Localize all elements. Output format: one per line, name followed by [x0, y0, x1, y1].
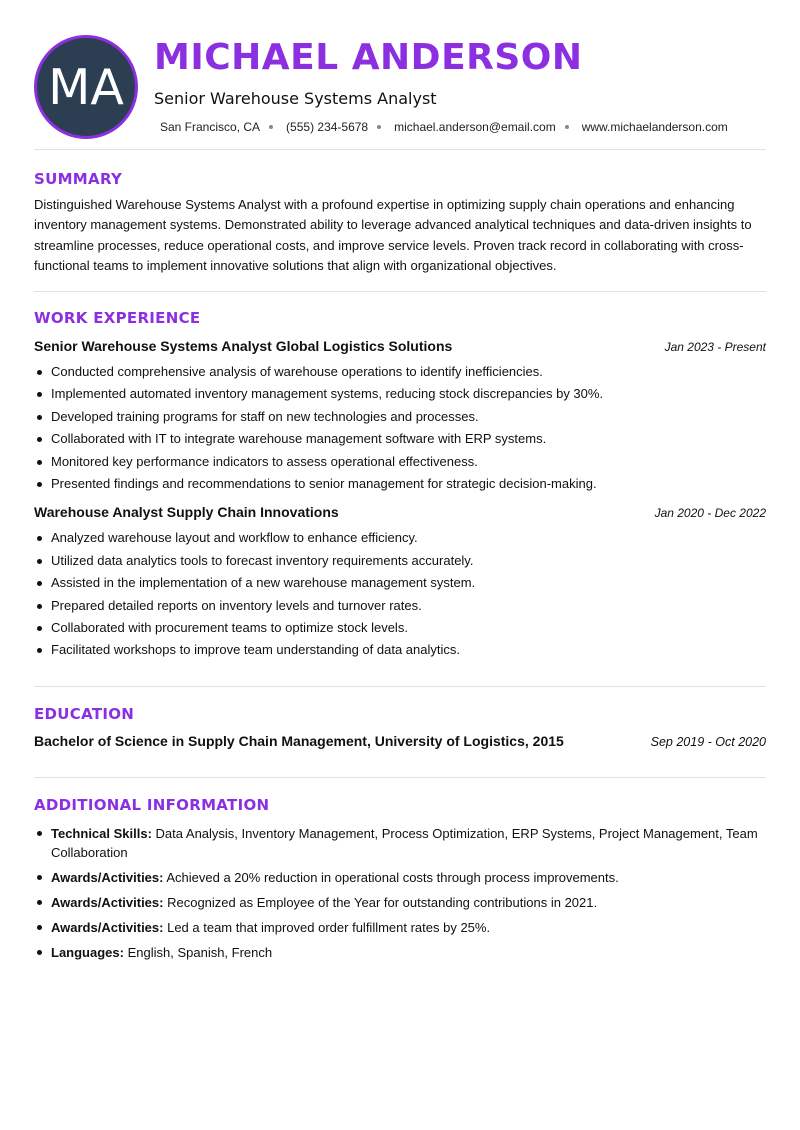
candidate-title: Senior Warehouse Systems Analyst — [154, 89, 437, 108]
job-header — [34, 338, 766, 354]
section-heading-summary: SUMMARY — [34, 170, 123, 188]
job-header — [34, 504, 766, 520]
job-title: Warehouse Analyst Supply Chain Innovations — [34, 504, 339, 521]
job-date: Jan 2023 - Present — [664, 340, 766, 354]
summary-text: Distinguished Warehouse Systems Analyst with a profound expertise in optimizing supply chain operations and enhancing inventory management systems. Demonstrated ability to leverage advanced analytical techniques and data-driven insights to streamline processes, reduce operational costs, and improve service levels. Proven track record in collaborating with cross-functional teams to implement innovative solutions that align with organizational objectives. — [34, 197, 752, 273]
job-bullets — [34, 361, 766, 495]
list-item: Facilitated workshops to improve team understanding of data analytics. — [34, 639, 766, 661]
contact-location: San Francisco, CA — [160, 120, 261, 134]
list-item: Implemented automated inventory management systems, reducing stock discrepancies by 30%. — [34, 383, 766, 405]
separator-dot-icon — [269, 125, 273, 129]
list-item — [34, 824, 766, 862]
item-label: Awards/Activities: — [51, 895, 164, 910]
item-label: Languages: — [51, 945, 124, 960]
contact-line — [160, 120, 728, 134]
item-text: Recognized as Employee of the Year for outstanding contributions in 2021. — [167, 895, 598, 910]
item-label: Awards/Activities: — [51, 870, 164, 885]
item-label: Awards/Activities: — [51, 920, 164, 935]
list-item — [34, 918, 766, 937]
job-entry — [34, 504, 766, 661]
list-item — [34, 868, 766, 887]
contact-phone: (555) 234-5678 — [286, 120, 369, 134]
list-item: Prepared detailed reports on inventory levels and turnover rates. — [34, 595, 766, 617]
job-title: Senior Warehouse Systems Analyst Global Logistics Solutions — [34, 338, 453, 354]
list-item: Collaborated with IT to integrate warehouse management software with ERP systems. — [34, 428, 766, 450]
job-entry — [34, 338, 766, 495]
resume-header — [34, 0, 766, 150]
list-item: Analyzed warehouse layout and workflow to enhance efficiency. — [34, 527, 766, 549]
item-label: Technical Skills: — [51, 826, 152, 841]
degree: Bachelor of Science in Supply Chain Management, University of Logistics, 2015 — [34, 733, 564, 749]
job-date: Jan 2020 - Dec 2022 — [654, 506, 766, 521]
contact-email[interactable]: michael.anderson@email.com — [394, 120, 556, 134]
list-item — [34, 943, 766, 962]
additional-information-section — [34, 778, 766, 962]
section-heading-work-experience: WORK EXPERIENCE — [34, 309, 201, 327]
list-item — [34, 893, 766, 912]
separator-dot-icon — [377, 125, 381, 129]
separator-dot-icon — [565, 125, 569, 129]
list-item: Monitored key performance indicators to assess operational effectiveness. — [34, 451, 766, 473]
list-item: Collaborated with procurement teams to optimize stock levels. — [34, 617, 766, 639]
education-date: Sep 2019 - Oct 2020 — [650, 735, 766, 749]
summary-section — [34, 150, 766, 292]
candidate-name: MICHAEL ANDERSON — [154, 37, 583, 78]
item-text: Data Analysis, Inventory Management, Process Optimization, ERP Systems, Project Management, Team Collaboration — [51, 826, 758, 860]
avatar: MA — [34, 35, 138, 139]
list-item: Utilized data analytics tools to forecast inventory requirements accurately. — [34, 550, 766, 572]
item-text: Achieved a 20% reduction in operational costs through process improvements. — [166, 870, 619, 885]
contact-website[interactable]: www.michaelanderson.com — [581, 120, 728, 134]
work-experience-section — [34, 292, 766, 687]
job-bullets — [34, 527, 766, 661]
education-section — [34, 687, 766, 778]
item-text: Led a team that improved order fulfillment rates by 25%. — [167, 920, 491, 935]
list-item: Developed training programs for staff on new technologies and processes. — [34, 406, 766, 428]
list-item: Presented findings and recommendations to senior management for strategic decision-making. — [34, 473, 766, 495]
item-text: English, Spanish, French — [127, 945, 273, 960]
education-entry — [34, 733, 766, 749]
list-item: Assisted in the implementation of a new warehouse management system. — [34, 572, 766, 594]
section-heading-education: EDUCATION — [34, 705, 135, 723]
additional-info-list — [34, 824, 766, 962]
section-heading-additional-information: ADDITIONAL INFORMATION — [34, 796, 270, 814]
list-item: Conducted comprehensive analysis of warehouse operations to identify inefficiencies. — [34, 361, 766, 383]
